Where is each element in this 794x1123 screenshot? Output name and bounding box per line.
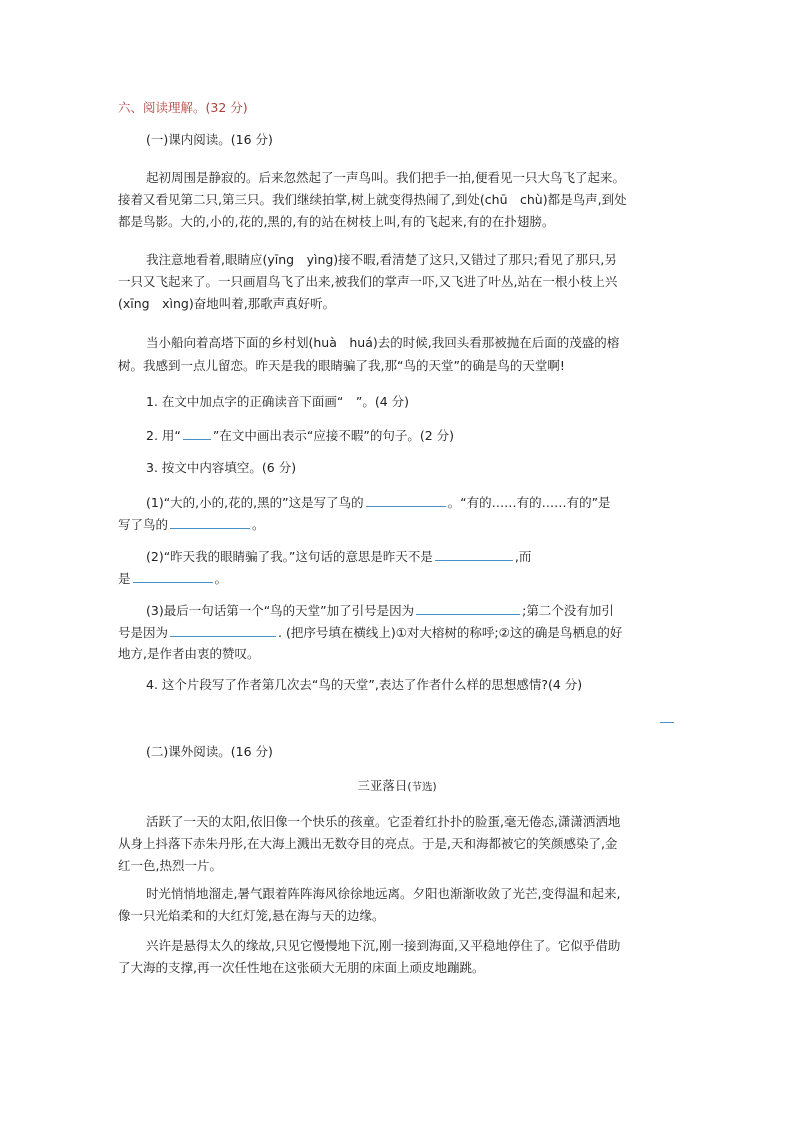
- answer-blank-3-1a[interactable]: [366, 492, 446, 507]
- section-title: 六、阅读理解。(32 分): [118, 100, 248, 115]
- answer-blank-3-2b[interactable]: [133, 568, 213, 583]
- passage1-p1-line3: 都是鸟影。大的,小的,花的,黑的,有的站在树枝上叫,有的飞起来,有的在扑翅膀。: [118, 214, 555, 229]
- passage2-p3-line1: 兴许是悬得太久的缘故,只见它慢慢地下沉,刚一接到海面,又平稳地停住了。它似乎借助: [146, 938, 621, 953]
- question-3-3-line2: [118, 622, 678, 643]
- question-3-3-text-d: . (把序号填在横线上)①对大榕树的称呼;②这的确是鸟栖息的好: [278, 625, 623, 640]
- passage1-p2-line1: 我注意地看着,眼睛应(yīng yìng)接不暇,看清楚了这只,又错过了那只;看见了那只,另: [146, 252, 617, 267]
- passage1-p1-line1: 起初周围是静寂的。后来忽然起了一声鸟叫。我们把手一拍,便看见一只大鸟飞了起来。: [146, 170, 625, 185]
- question-3-1-text-a: (1)“大的,小的,花的,黑的”这是写了鸟的: [146, 495, 364, 510]
- answer-blank-3-1b[interactable]: [170, 514, 250, 529]
- question-3-2-text-c: 是: [118, 571, 131, 586]
- question-3-3-text-c: 号是因为: [118, 625, 169, 640]
- question-3: 3. 按文中内容填空。(6 分): [146, 460, 297, 475]
- story-title-text: 三亚落日: [357, 778, 408, 793]
- passage1-p1-line2: 接着又看见第二只,第三只。我们继续拍掌,树上就变得热闹了,到处(chū chù)都是鸟声,到处: [118, 192, 627, 207]
- question-3-2-line1: [146, 546, 678, 567]
- passage2-p1-line3: 红一色,热烈一片。: [118, 858, 222, 873]
- question-3-2-text-b: ,而: [514, 549, 532, 564]
- question-3-1-text-d: 。: [252, 517, 265, 532]
- question-2-sample-line: [183, 425, 211, 440]
- passage2-p2-line1: 时光悄悄地溜走,暑气跟着阵阵海风徐徐地远离。夕阳也渐渐收敛了光芒,变得温和起来,: [146, 886, 621, 901]
- question-3-3-text-b: ;第二个没有加引: [522, 603, 614, 618]
- story-title-note: (节选): [407, 781, 437, 793]
- question-3-1-line1: [146, 492, 678, 513]
- passage1-p2-line2: 一只又飞起来了。一只画眉鸟飞了出来,被我们的掌声一吓,又飞进了叶丛,站在一根小枝上兴: [118, 274, 618, 289]
- question-3-3-line1: [146, 600, 678, 621]
- question-1: 1. 在文中加点字的正确读音下面画“ ”。(4 分): [146, 394, 410, 409]
- question-3-2-text-d: 。: [214, 571, 228, 586]
- answer-blank-3-3a[interactable]: [416, 600, 520, 615]
- question-2-text-a: 2. 用“: [146, 428, 181, 443]
- passage2-p1-line1: 活跃了一天的太阳,依旧像一个快乐的孩童。它歪着红扑扑的脸蛋,毫无倦态,潇潇洒洒地: [146, 814, 621, 829]
- question-4: 4. 这个片段写了作者第几次去“鸟的天堂”,表达了作者什么样的思想感情?(4 分): [146, 677, 583, 692]
- answer-blank-3-3b[interactable]: [170, 622, 276, 637]
- question-3-1-text-b: 。“有的……有的……有的”是: [447, 495, 611, 510]
- question-2-text-b: ”在文中画出表示“应接不暇”的句子。(2 分): [212, 428, 454, 443]
- question-2: [146, 425, 678, 446]
- question-3-3-line3: 地方,是作者由衷的赞叹。: [118, 646, 260, 661]
- passage2-p1-line2: 从身上抖落下赤朱丹彤,在大海上溅出无数夺目的亮点。于是,天和海都被它的笑颜感染了,金: [118, 836, 618, 851]
- answer-line-4[interactable]: [660, 720, 674, 723]
- story-title: [0, 776, 794, 794]
- passage1-p2-line3: (xīng xìng)奋地叫着,那歌声真好听。: [118, 296, 336, 311]
- passage1-p3-line1: 当小船向着高塔下面的乡村划(huà huá)去的时候,我回头看那被抛在后面的茂盛的榕: [146, 335, 620, 350]
- part1-title: (一)课内阅读。(16 分): [146, 132, 273, 147]
- question-3-2-line2: [118, 568, 678, 589]
- question-3-2-text-a: (2)“昨天我的眼睛骗了我。”这句话的意思是昨天不是: [146, 549, 433, 564]
- question-3-1-line2: [118, 514, 678, 535]
- passage1-p3-line2: 树。我感到一点儿留恋。昨天是我的眼睛骗了我,那“鸟的天堂”的确是鸟的天堂啊!: [118, 358, 565, 373]
- question-3-3-text-a: (3)最后一句话第一个“鸟的天堂”加了引号是因为: [146, 603, 415, 618]
- passage2-p2-line2: 像一只光焰柔和的大红灯笼,悬在海与天的边缘。: [118, 908, 385, 923]
- part2-title: (二)课外阅读。(16 分): [146, 744, 273, 759]
- passage2-p3-line2: 了大海的支撑,再一次任性地在这张硕大无朋的床面上顽皮地蹦跳。: [118, 960, 485, 975]
- answer-blank-3-2a[interactable]: [435, 546, 513, 561]
- question-3-1-text-c: 写了鸟的: [118, 517, 169, 532]
